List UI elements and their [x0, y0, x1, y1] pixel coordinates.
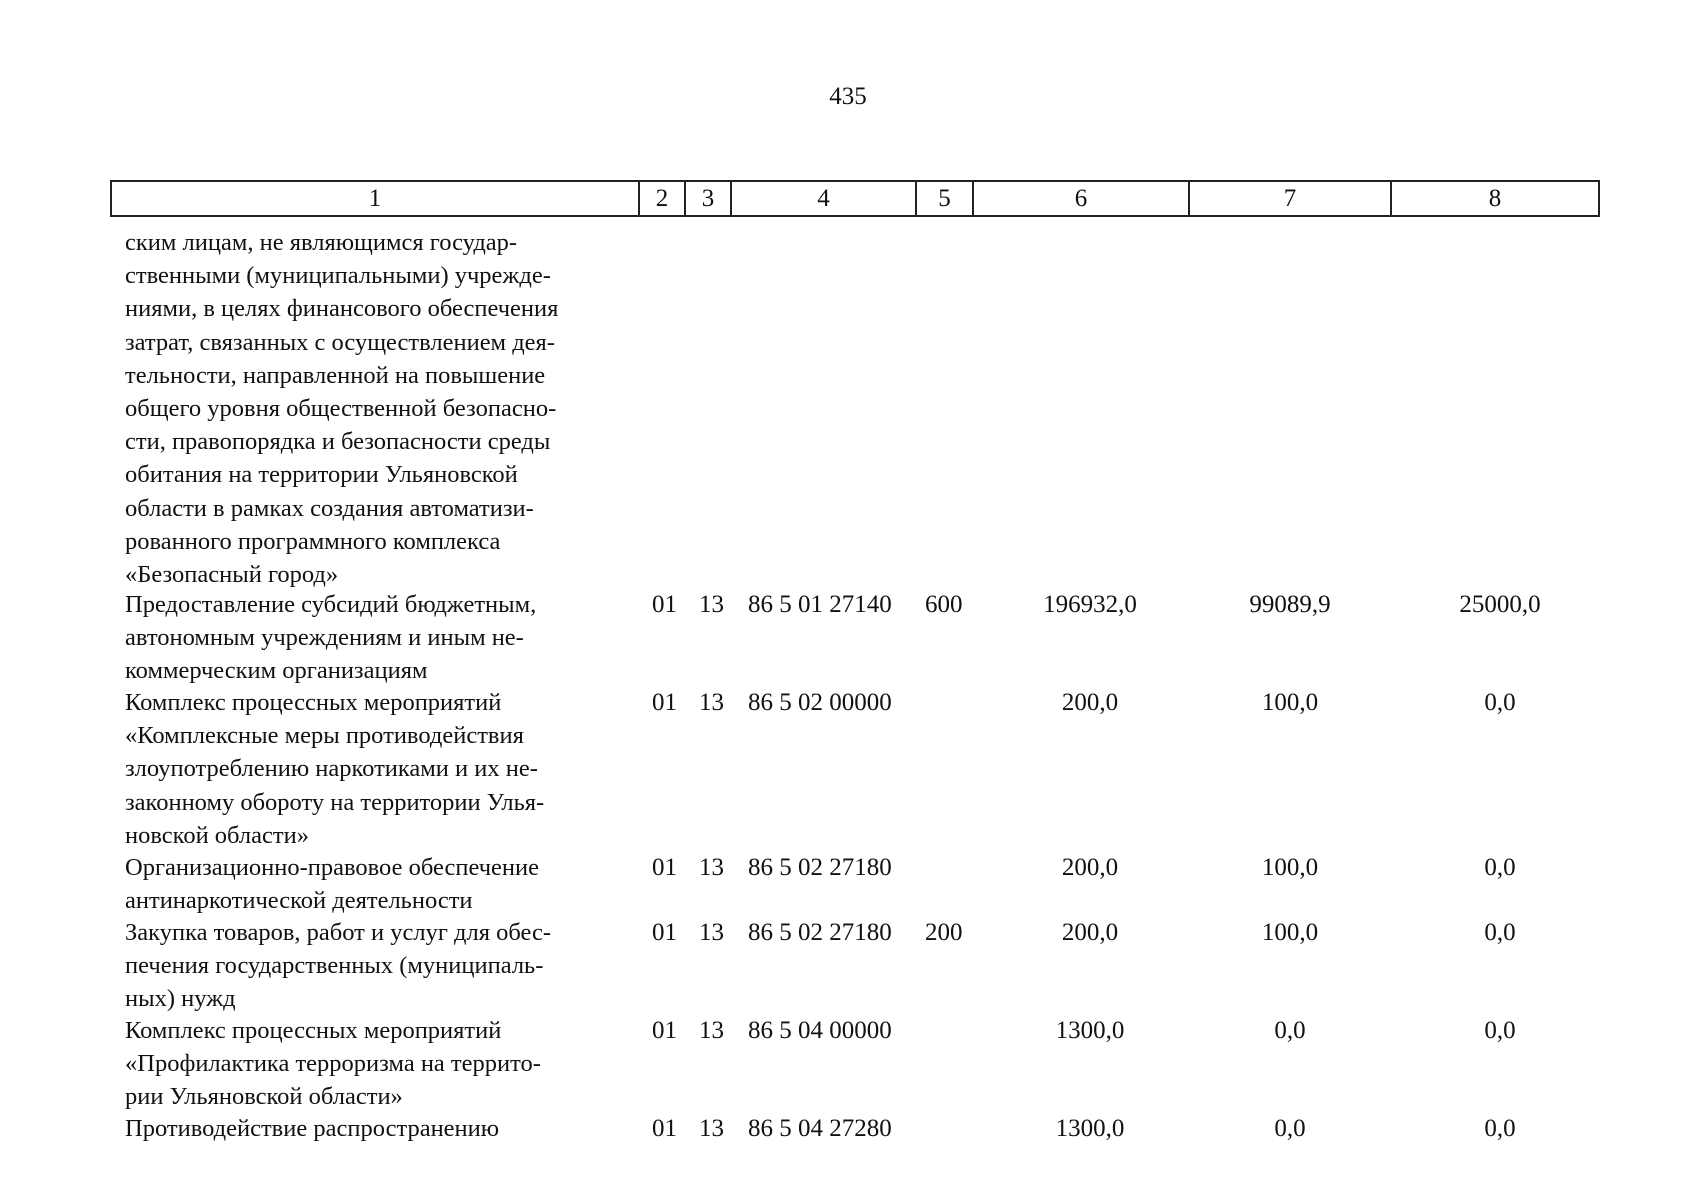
cell-col-2: 01 — [652, 591, 677, 618]
cell-col-8: 0,0 — [1484, 1115, 1516, 1142]
cell-col-7: 99089,9 — [1249, 591, 1331, 618]
description-line: злоупотреблению наркотиками и их не- — [125, 755, 538, 783]
cell-col-3: 13 — [699, 1017, 724, 1044]
cell-col-3: 13 — [699, 1115, 724, 1142]
table-header — [110, 180, 1600, 217]
row-description — [125, 226, 635, 591]
header-col-1: 1 — [112, 182, 640, 215]
row-description — [125, 1112, 635, 1145]
header-col-4: 4 — [732, 182, 917, 215]
description-line: «Профилактика терроризма на террито- — [125, 1050, 541, 1078]
description-line: законному обороту на территории Улья- — [125, 788, 545, 816]
cell-col-6: 196932,0 — [1043, 591, 1137, 618]
description-line: Противодействие распространению — [125, 1115, 500, 1142]
description-line: «Безопасный город» — [125, 561, 339, 589]
header-col-8: 8 — [1488, 185, 1502, 212]
description-line: новской области» — [125, 821, 309, 849]
description-line: Организационно-правовое обеспечение — [125, 854, 539, 881]
cell-col-7: 0,0 — [1274, 1017, 1306, 1044]
description-line: рии Ульяновской области» — [125, 1083, 403, 1111]
cell-col-7: 0,0 — [1274, 1115, 1306, 1142]
description-line: Закупка товаров, работ и услуг для обес- — [125, 919, 552, 946]
description-line: Комплекс процессных мероприятий — [125, 689, 502, 716]
cell-col-8: 0,0 — [1484, 919, 1516, 946]
header-col-3: 3 — [686, 182, 732, 215]
row-description — [125, 686, 635, 852]
description-line: сти, правопорядка и безопасности среды — [125, 428, 551, 456]
description-line: ственными (муниципальными) учрежде- — [125, 262, 551, 290]
cell-col-4: 86 5 01 27140 — [748, 591, 892, 618]
cell-col-7: 100,0 — [1261, 689, 1319, 716]
cell-col-3: 13 — [699, 854, 724, 881]
cell-col-3: 13 — [699, 689, 724, 716]
cell-col-6: 200,0 — [1061, 854, 1119, 881]
cell-col-3: 13 — [699, 591, 724, 618]
cell-col-4: 86 5 02 27180 — [748, 919, 892, 946]
row-description — [125, 916, 635, 1016]
row-description — [125, 588, 635, 688]
description-line: Комплекс процессных мероприятий — [125, 1017, 502, 1044]
cell-col-4: 86 5 02 00000 — [748, 689, 892, 716]
header-col-2: 2 — [640, 182, 686, 215]
cell-col-6: 1300,0 — [1055, 1017, 1125, 1044]
cell-col-8: 0,0 — [1484, 689, 1516, 716]
description-line: автономным учреждениям и иным не- — [125, 624, 524, 652]
cell-col-4: 86 5 04 27280 — [748, 1115, 892, 1142]
cell-col-2: 01 — [652, 919, 677, 946]
description-line: рованного программного комплекса — [125, 527, 501, 555]
description-line: тельности, направленной на повышение — [125, 361, 546, 389]
cell-col-8: 25000,0 — [1459, 591, 1541, 618]
description-line: коммерческим организациям — [125, 657, 428, 685]
description-line: антинаркотической деятельности — [125, 887, 473, 915]
cell-col-3: 13 — [699, 919, 724, 946]
cell-col-7: 100,0 — [1261, 854, 1319, 881]
header-col-6: 6 — [974, 182, 1190, 215]
description-line: затрат, связанных с осуществлением дея- — [125, 328, 555, 356]
description-line: ных) нужд — [125, 985, 236, 1013]
row-description — [125, 1014, 635, 1114]
description-line: общего уровня общественной безопасно- — [125, 395, 557, 423]
cell-col-7: 100,0 — [1261, 919, 1319, 946]
cell-col-8: 0,0 — [1484, 854, 1516, 881]
description-line: обитания на территории Ульяновской — [125, 461, 518, 489]
cell-col-4: 86 5 04 00000 — [748, 1017, 892, 1044]
description-line: ским лицам, не являющимся государ- — [125, 229, 518, 256]
cell-col-6: 200,0 — [1061, 919, 1119, 946]
description-line: «Комплексные меры противодействия — [125, 722, 524, 750]
cell-col-5: 200 — [925, 919, 963, 946]
cell-col-8: 0,0 — [1484, 1017, 1516, 1044]
cell-col-2: 01 — [652, 1115, 677, 1142]
description-line: печения государственных (муниципаль- — [125, 952, 544, 980]
row-description — [125, 851, 635, 917]
cell-col-2: 01 — [652, 689, 677, 716]
description-line: Предоставление субсидий бюджетным, — [125, 591, 537, 618]
cell-col-2: 01 — [652, 854, 677, 881]
description-line: области в рамках создания автоматизи- — [125, 494, 534, 522]
page-number: 435 — [829, 83, 867, 110]
header-col-7: 7 — [1190, 182, 1392, 215]
cell-col-4: 86 5 02 27180 — [748, 854, 892, 881]
cell-col-6: 200,0 — [1061, 689, 1119, 716]
description-line: ниями, в целях финансового обеспечения — [125, 295, 559, 323]
cell-col-5: 600 — [925, 591, 963, 618]
cell-col-6: 1300,0 — [1055, 1115, 1125, 1142]
cell-col-2: 01 — [652, 1017, 677, 1044]
header-col-5: 5 — [917, 182, 974, 215]
